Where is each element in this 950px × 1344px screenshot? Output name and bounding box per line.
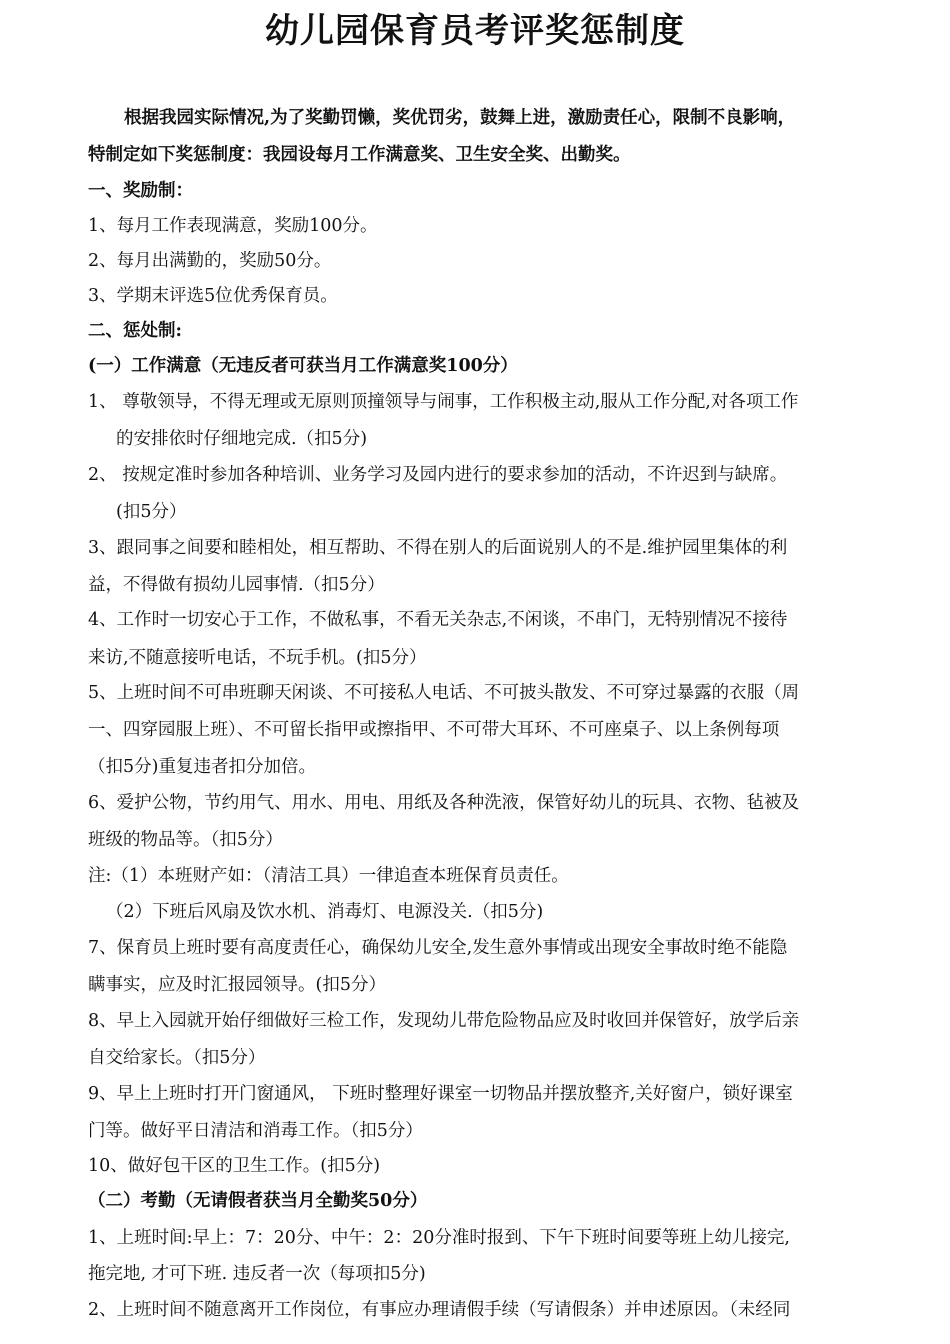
document-line: 二、惩处制: — [88, 321, 182, 341]
document-line: 3、学期末评选5位优秀保育员。 — [88, 286, 338, 306]
document-line: 来访,不随意接听电话，不玩手机。(扣5分） — [88, 648, 427, 668]
document-line: 自交给家长。（扣5分） — [88, 1048, 266, 1068]
document-line: 注:（1）本班财产如：（清洁工具）一律追查本班保育员责任。 — [88, 866, 569, 886]
document-line: 9、早上上班时打开门窗通风， 下班时整理好课室一切物品并摆放整齐,关好窗户，锁好课室 — [88, 1084, 793, 1104]
document-line: 拖完地, 才可下班. 违反者一次（每项扣5分) — [88, 1264, 426, 1284]
document-line: 益，不得做有损幼儿园事情.（扣5分） — [88, 575, 385, 595]
document-line: （二）考勤（无请假者获当月全勤奖50分） — [88, 1191, 428, 1211]
document-title: 幼儿园保育员考评奖惩制度 — [265, 11, 685, 51]
document-line: 的安排依时仔细地完成.（扣5分) — [116, 429, 368, 449]
document-line: 10、做好包干区的卫生工作。(扣5分) — [88, 1156, 381, 1176]
document-line: 4、工作时一切安心于工作，不做私事，不看无关杂志,不闲谈，不串门，无特别情况不接待 — [88, 610, 788, 630]
document-line: 8、早上入园就开始仔细做好三检工作，发现幼儿带危险物品应及时收回并保管好，放学后亲 — [88, 1011, 800, 1031]
document-line: 一、四穿园服上班）、不可留长指甲或擦指甲、不可带大耳环、不可座桌子、以上条例每项 — [88, 720, 780, 740]
document-line: 一、奖励制： — [88, 181, 193, 201]
document-line: 特制定如下奖惩制度：我园设每月工作满意奖、卫生安全奖、出勤奖。 — [88, 145, 631, 165]
document-line: 7、保育员上班时要有高度责任心，确保幼儿安全,发生意外事情或出现安全事故时绝不能隐 — [88, 938, 788, 958]
document-line: 根据我园实际情况,为了奖勤罚懒，奖优罚劣，鼓舞上进，激励责任心，限制不良影响， — [124, 108, 796, 128]
document-line: (一）工作满意（无违反者可获当月工作满意奖100分） — [88, 356, 518, 376]
document-line: 6、爱护公物，节约用气、用水、用电、用纸及各种洗液，保管好幼儿的玩具、衣物、毡被及 — [88, 793, 800, 813]
document-line: 班级的物品等。（扣5分） — [88, 830, 283, 850]
document-line: 门等。做好平日清洁和消毒工作。（扣5分） — [88, 1121, 423, 1141]
document-line: 1、每月工作表现满意，奖励100分。 — [88, 216, 378, 236]
document-line: 2、 按规定准时参加各种培训、业务学习及园内进行的要求参加的活动，不许迟到与缺席。 — [88, 465, 788, 485]
document-line: （2）下班后风扇及饮水机、消毒灯、电源没关.（扣5分) — [106, 902, 544, 922]
document-line: 2、每月出满勤的，奖励50分。 — [88, 251, 332, 271]
document-line: 3、跟同事之间要和睦相处，相互帮助、不得在别人的后面说别人的不是.维护园里集体的利 — [88, 538, 788, 558]
document-line: 1、上班时间:早上：7：20分、中午：2：20分准时报到、下午下班时间要等班上幼儿接完, — [88, 1228, 790, 1248]
document-line: 5、上班时间不可串班聊天闲谈、不可接私人电话、不可披头散发、不可穿过暴露的衣服（周 — [88, 683, 800, 703]
document-line: 2、上班时间不随意离开工作岗位，有事应办理请假手续（写请假条）并申述原因。（未经同 — [88, 1300, 791, 1320]
document-line: (扣5分） — [116, 502, 187, 522]
document-line: 瞒事实，应及时汇报园领导。(扣5分） — [88, 975, 386, 995]
document-line: 1、 尊敬领导，不得无理或无原则顶撞领导与闹事，工作积极主动,服从工作分配,对各项工作 — [88, 392, 799, 412]
document-line: （扣5分)重复违者扣分加倍。 — [88, 757, 316, 777]
